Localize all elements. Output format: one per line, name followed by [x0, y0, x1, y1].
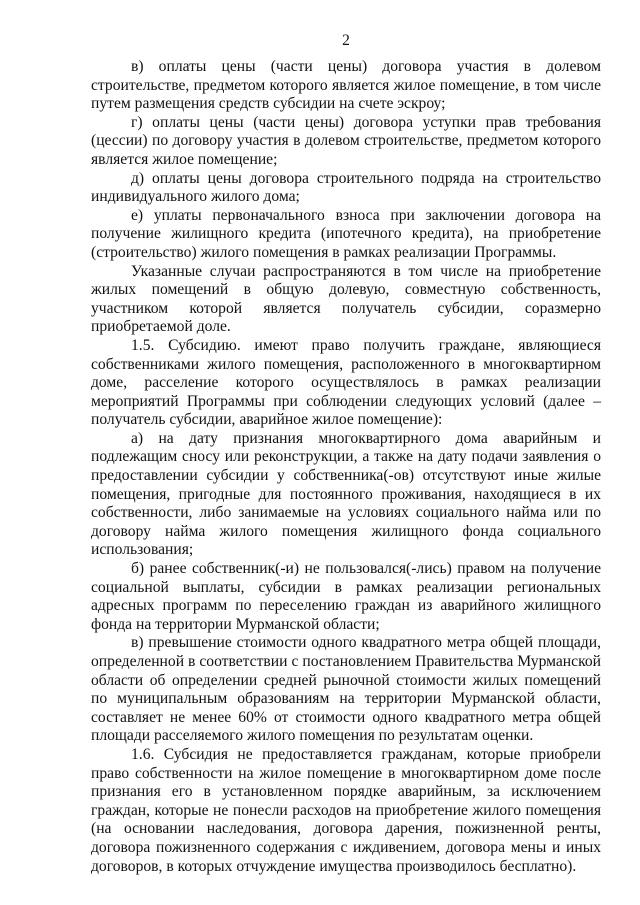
paragraph-condition-b: б) ранее собственник(-и) не пользовался(-лись) правом на получение социальной выплаты, субсидии в рамках реализации региональных адресных программ по переселению граждан из аварийного жилищного фонда на территории Мурманской области;	[91, 560, 601, 633]
paragraph-condition-a: а) на дату признания многоквартирного дома аварийным и подлежащим сносу или реконструкции, а также на дату подачи заявления о предоставлении субсидии у собственника(-ов) отсутствуют иные жилые помещения, пригодные для постоянного проживания, находящиеся в их собственности, либо занимаемые на условиях социального найма или по договору найма жилого помещения жилищного фонда социального использования;	[91, 429, 601, 559]
page-number: 2	[342, 32, 350, 49]
paragraph-item-e: е) уплаты первоначального взноса при заключении договора на получение жилищного кредита (ипотечного кредита), на приобретение (строительство) жилого помещения в рамках реализации Программы.	[91, 206, 601, 261]
document-page	[91, 32, 601, 876]
paragraph-shared-ownership: Указанные случаи распространяются в том числе на приобретение жилых помещений в общую долевую, совместную собственность, участником которой является получатель субсидии, соразмерно приобретаемой доле.	[91, 262, 601, 336]
paragraph-section-1-5: 1.5. Субсидию. имеют право получить граждане, являющиеся собственниками жилого помещения, расположенного в многоквартирном доме, расселение которого осуществлялось в рамках реализации мероприятий Программы при соблюдении следующих условий (далее – получатель субсидии, аварийное жилое помещение):	[91, 336, 601, 429]
paragraph-condition-v: в) превышение стоимости одного квадратного метра общей площади, определенной в соответствии с постановлением Правительства Мурманской области об определении средней рыночной стоимости жилых помещений по муниципальным образованиям на территории Мурманской области, составляет не менее 60% от стоимости одного квадратного метра общей площади расселяемого жилого помещения по результатам оценки.	[91, 634, 601, 745]
paragraph-item-g: г) оплаты цены (части цены) договора уступки прав требования (цессии) по договору участия в долевом строительстве, предметом которого является жилое помещение;	[91, 113, 601, 168]
paragraph-section-1-6: 1.6. Субсидия не предоставляется гражданам, которые приобрели право собственности на жилое помещение в многоквартирном доме после признания его в установленном порядке аварийным, за исключением граждан, которые не понесли расходов на приобретение жилого помещения (на основании наследования, договора дарения, пожизненной ренты, договора пожизненного содержания с иждивением, договора мены и иных договоров, в которых отчуждение имущества производилось бесплатно).	[91, 745, 601, 875]
paragraph-item-d: д) оплаты цены договора строительного подряда на строительство индивидуального жилого дома;	[91, 169, 601, 206]
paragraph-item-v: в) оплаты цены (части цены) договора участия в долевом строительстве, предметом которого является жилое помещение, в том числе путем размещения средств субсидии на счете эскроу;	[91, 58, 601, 113]
